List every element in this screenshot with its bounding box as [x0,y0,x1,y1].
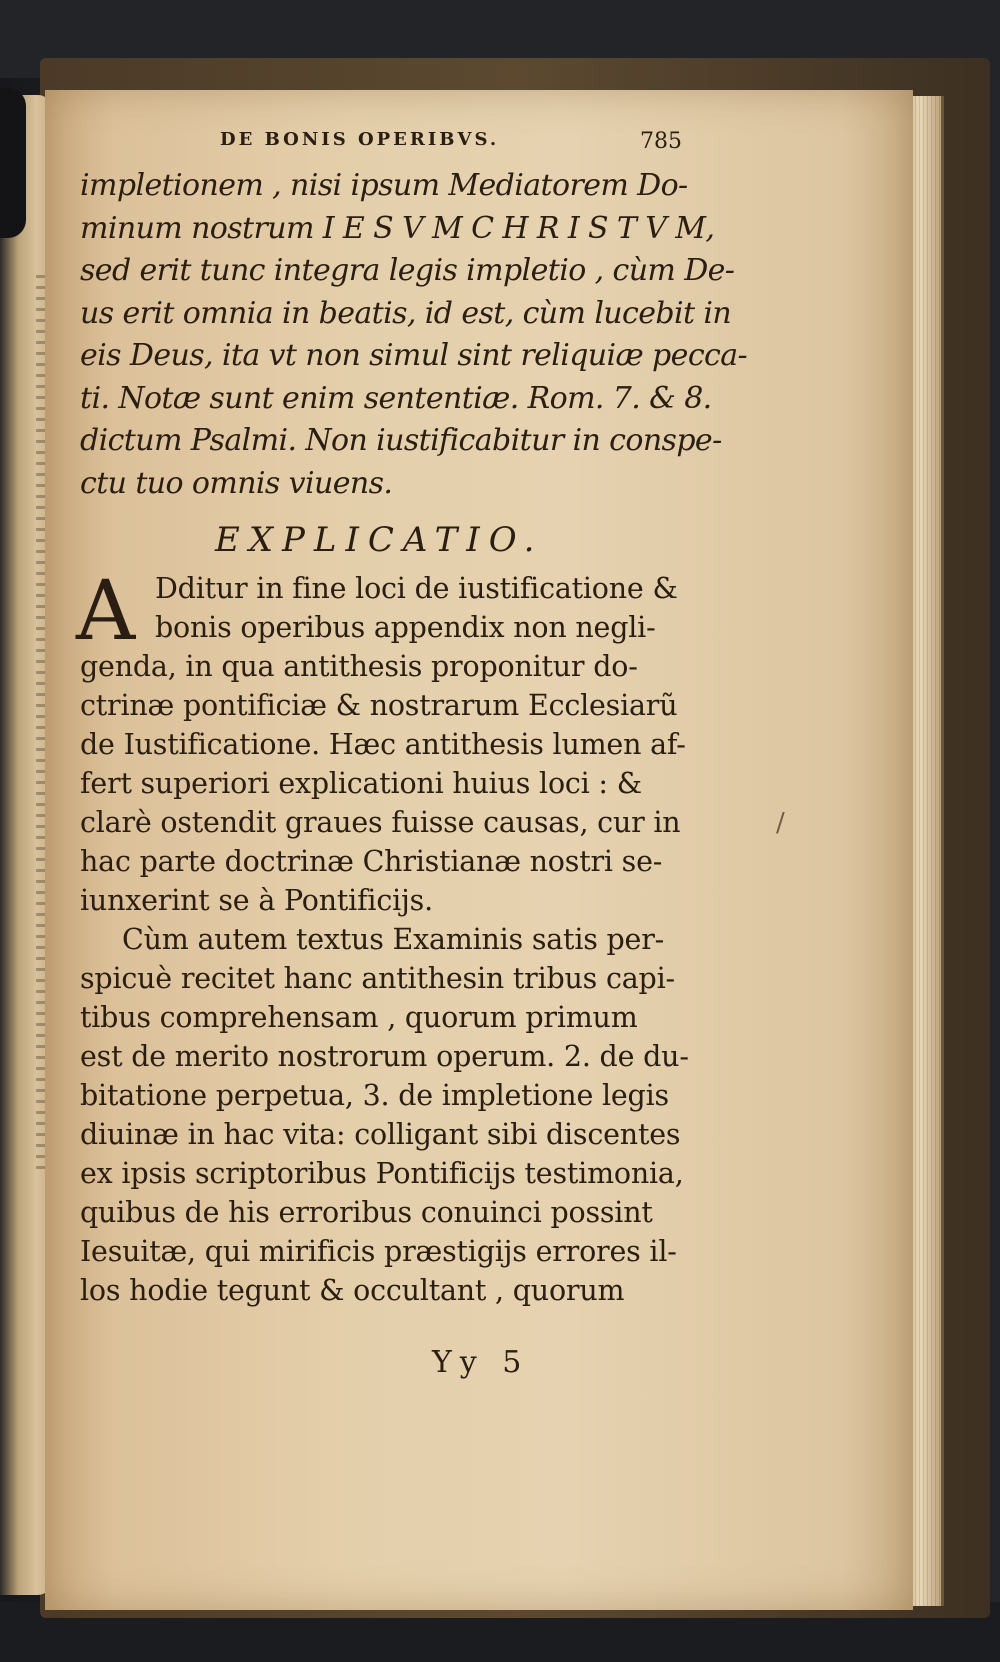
text-line: est de merito nostrorum operum. 2. de du- [80,1040,689,1073]
text-line: clarè ostendit graues fuisse causas, cur in [80,806,681,839]
text-line: quibus de his erroribus conuinci possint [80,1196,653,1229]
text-line: dictum Psalmi. Non iustificabitur in conspe- [80,423,722,458]
section-heading: EXPLICATIO. [215,520,544,560]
text-line: us erit omnia in beatis, id est, cùm lucebit in [80,295,732,331]
second-paragraph [80,920,689,1310]
text-line: minum nostrum I E S V M C H R I S T V M, [80,210,715,246]
text-line: ctrinæ pontificiæ & nostrarum Ecclesiarũ [80,689,678,722]
text-line: Dditur in fine loci de iustificatione & [155,572,678,605]
margin-mark: / [776,808,785,838]
text-line: fert superiori explicationi huius loci : & [80,767,642,800]
text-line: bonis operibus appendix non negli- [155,611,656,644]
drop-cap: A [76,564,136,659]
text-line: hac parte doctrinæ Christianæ nostri se- [80,845,663,878]
running-title: DE BONIS OPERIBVS. [220,129,500,150]
page-text [76,125,748,1310]
body-passage [76,564,689,1310]
text-line: Iesuitæ, qui mirificis præstigijs errores il- [80,1235,677,1268]
text-line: diuinæ in hac vita: colligant sibi discentes [80,1118,681,1151]
running-head [80,125,680,165]
text-line: ex ipsis scriptoribus Pontificijs testimonia, [80,1157,684,1190]
text-line: ctu tuo omnis viuens. [80,465,393,501]
text-line: los hodie tegunt & occultant , quorum [80,1274,625,1307]
text-line: spicuè recitet hanc antithesin tribus capi- [80,962,675,995]
first-paragraph [76,564,686,920]
text-line: ti. Notæ sunt enim sententiæ. Rom. 7. & 8. [80,380,712,416]
text-line: bitatione perpetua, 3. de impletione legis [80,1079,669,1112]
text-line: Cùm autem textus Examinis satis per- [122,923,665,956]
italic-passage [80,165,748,505]
text-line: sed erit tunc integra legis impletio , cùm De- [80,253,735,288]
page-holder [0,88,26,238]
text-line: de Iustificatione. Hæc antithesis lumen af- [80,728,686,761]
text-line: genda, in qua antithesis proponitur do- [80,650,638,683]
page-number: 785 [640,129,682,154]
text-line: impletionem , nisi ipsum Mediatorem Do- [80,168,688,203]
text-line: eis Deus, ita vt non simul sint reliquiæ pecca- [80,338,748,373]
signature-mark: Yy 5 [432,1345,530,1380]
text-line: iunxerint se à Pontificijs. [80,884,433,917]
text-line: tibus comprehensam , quorum primum [80,1001,638,1034]
